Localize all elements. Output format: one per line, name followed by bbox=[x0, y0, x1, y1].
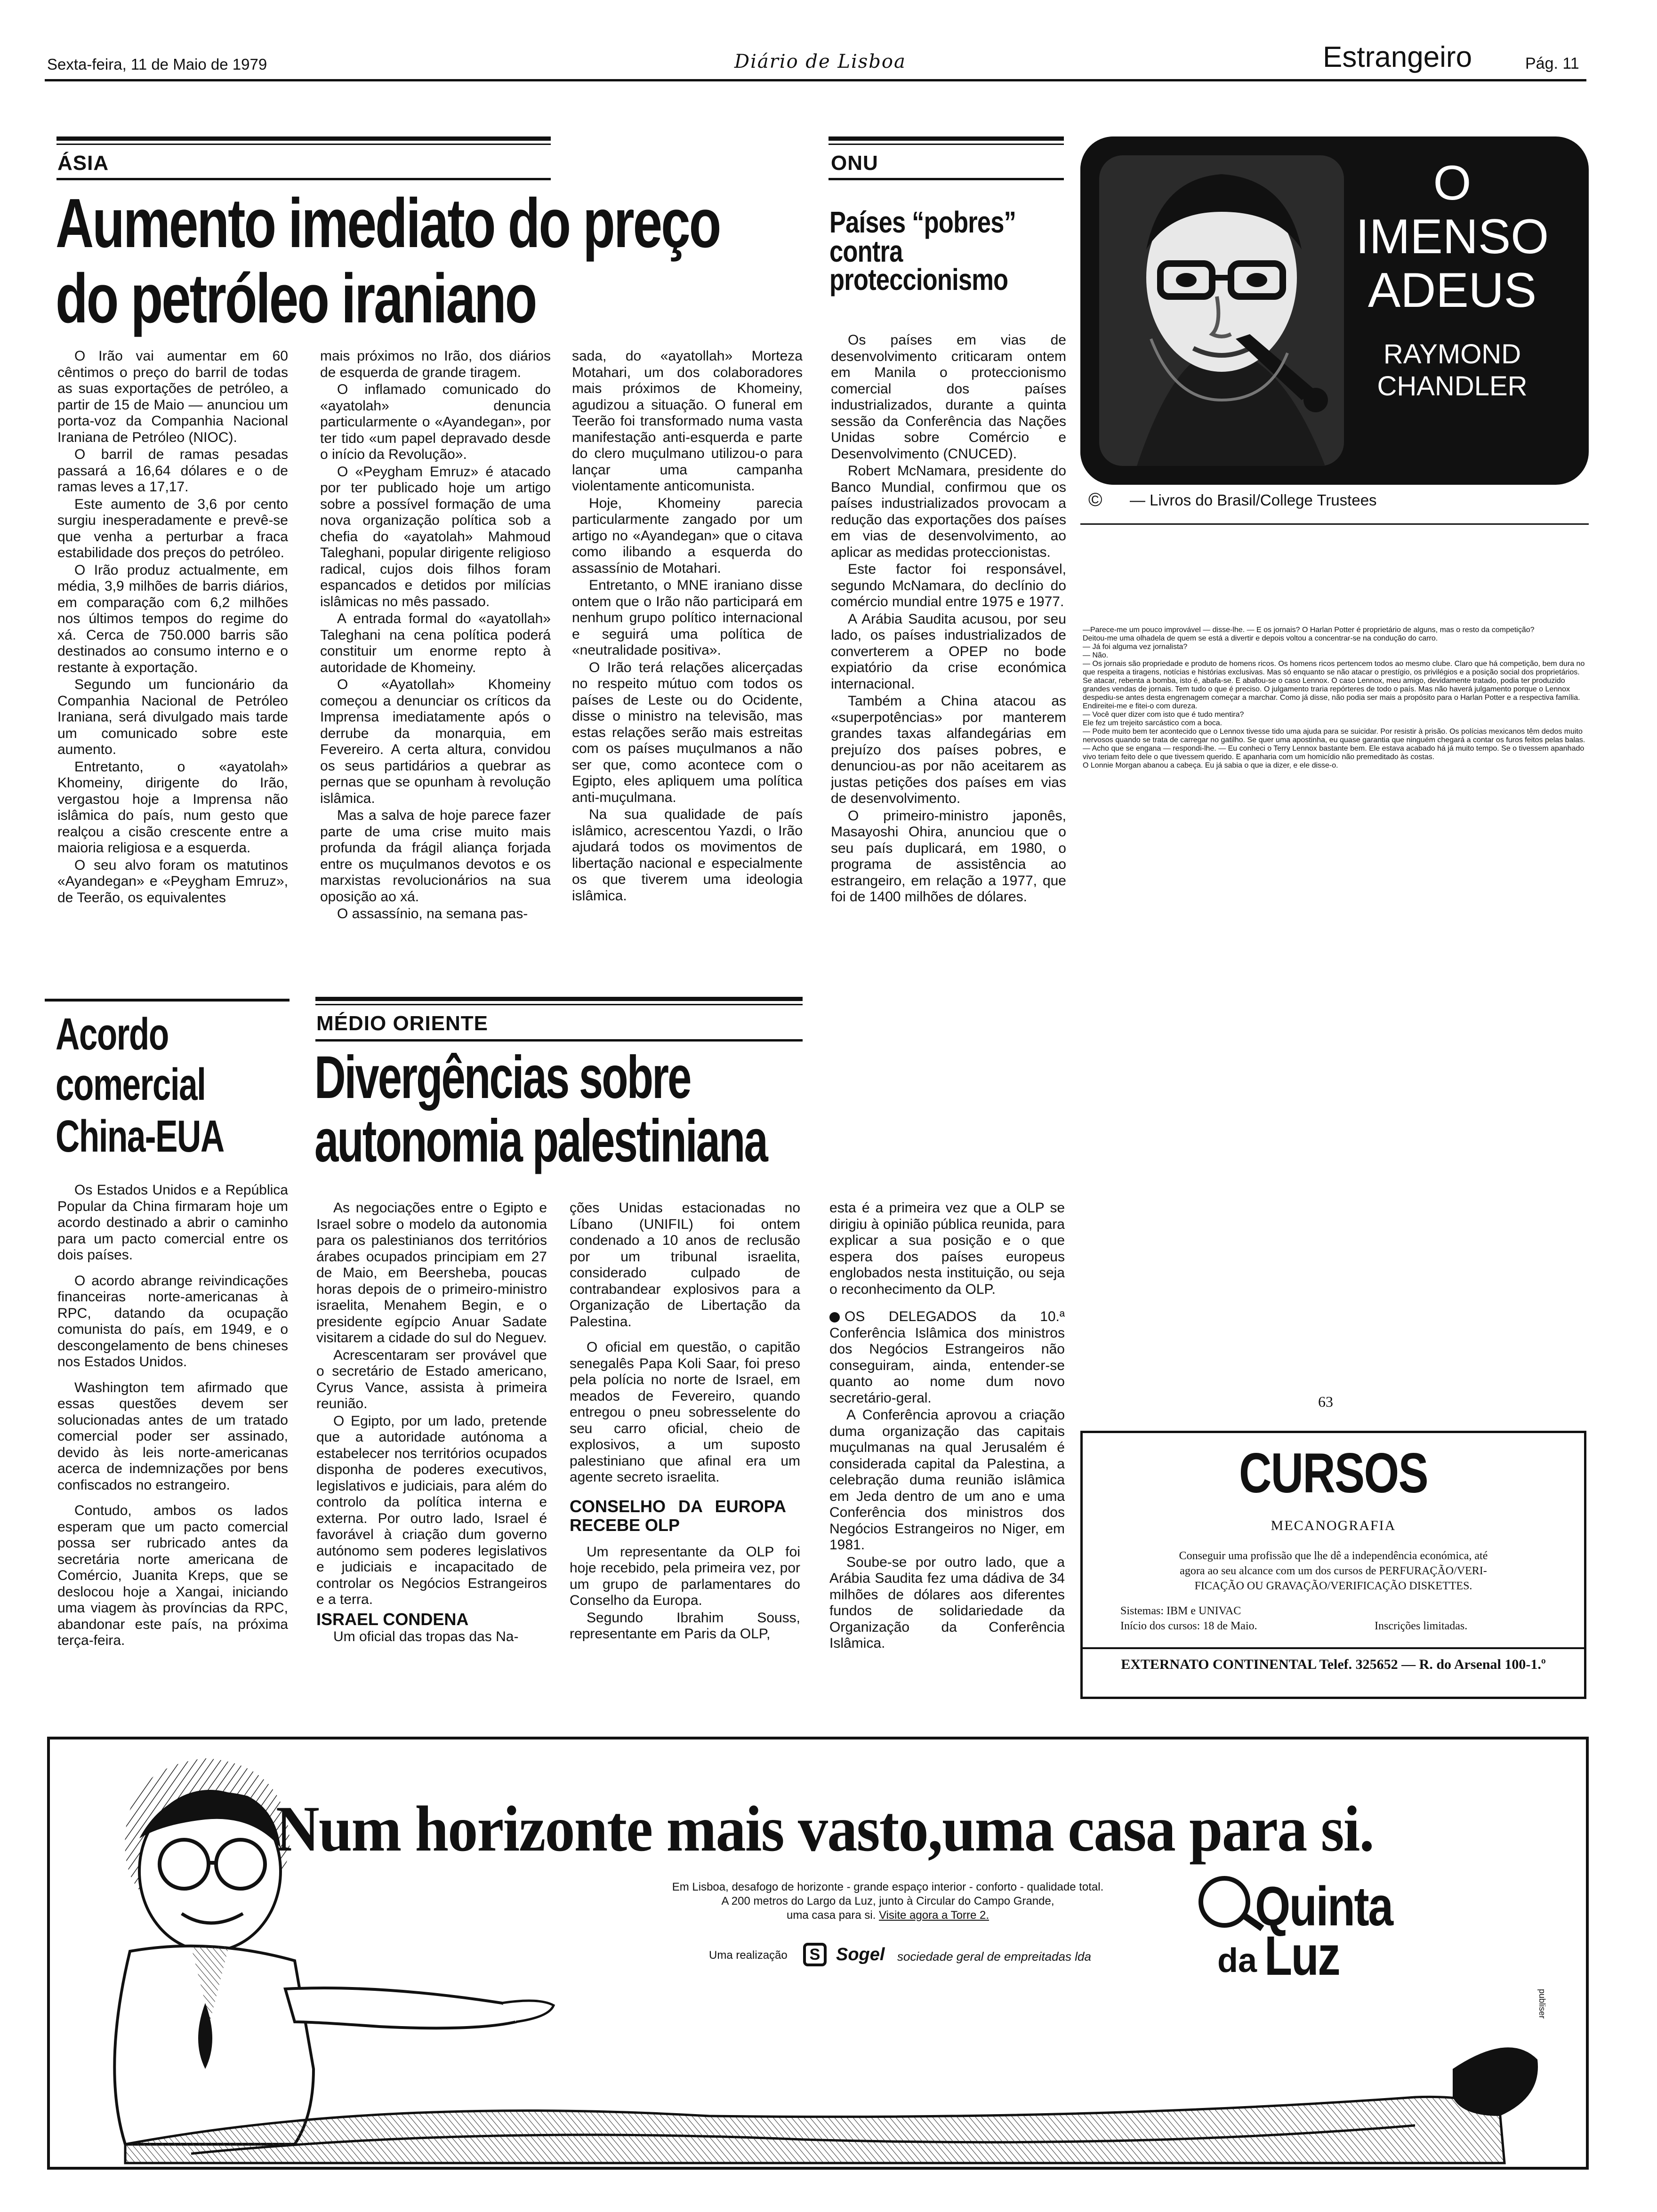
paragraph: Deitou-me uma olhadela de quem se está a divertir e depois voltou a concentrar-se na condução do carro. bbox=[1083, 634, 1438, 642]
serial-author-2: CHANDLER bbox=[1377, 371, 1528, 401]
china-headline-3: China-EUA bbox=[56, 1111, 224, 1162]
paragraph: — Não. bbox=[1083, 651, 1109, 659]
paragraph: Endireitei-me e fitei-o com dureza. bbox=[1083, 702, 1198, 710]
paragraph: Na sua qualidade de país islâmico, acrescentou Yazdi, o Irão ajudará todos os movimentos de libertação nacional e especialmente os que tiverem uma ideologia islâmica. bbox=[572, 807, 803, 904]
medio-column-1 bbox=[316, 1200, 547, 1699]
paragraph: — Você quer dizer com isto que é tudo mentira? bbox=[1083, 711, 1244, 719]
china-top-rule bbox=[45, 999, 290, 1002]
asia-headline-1: Aumento imediato do preço bbox=[56, 184, 720, 262]
serial-page-number: 63 bbox=[1318, 1393, 1333, 1410]
paragraph: Os Estados Unidos e a República Popular da China firmaram hoje um acordo destinado a abrir o caminho para um pacto comercial entre os dois países. bbox=[57, 1182, 288, 1263]
serial-title-2: IMENSO bbox=[1355, 209, 1549, 264]
medio-headline-2: autonomia palestiniana bbox=[314, 1107, 767, 1175]
asia-headline-2: do petróleo iraniano bbox=[56, 260, 536, 337]
header-date: Sexta-feira, 11 de Maio de 1979 bbox=[47, 56, 267, 73]
medio-kicker-rule bbox=[315, 1039, 803, 1042]
asia-kicker-rule bbox=[56, 178, 551, 180]
paragraph: — Já foi alguma vez jornalista? bbox=[1083, 643, 1188, 651]
sogel-name: Sogel bbox=[836, 1945, 885, 1964]
paragraph: mais próximos no Irão, dos diários de esquerda de grande tiragem. bbox=[320, 348, 551, 380]
cursos-divider bbox=[1083, 1647, 1584, 1649]
asia-column-3 bbox=[572, 348, 803, 993]
medio-top-rule-thin bbox=[315, 1004, 803, 1005]
paragraph: A Conferência aprovou a criação duma organização das capitais muçulmanas na qual Jerusalém é considerada capital da Palestina, a celebração duma reunião islâmica em Jeda dentro de um ano e uma Conferência dos ministros dos Negócios Estrangeiros no Niger, em 1981. bbox=[829, 1407, 1065, 1553]
onu-headline-3: proteccionismo bbox=[829, 263, 1008, 297]
paragraph: Robert McNamara, presidente do Banco Mundial, confirmou que os países industrializados provocam a redução das exportações dos países em vias de desenvolvimento, ao aplicar as medidas proteccionistas. bbox=[831, 463, 1066, 560]
paragraph: Um oficial das tropas das Na- bbox=[333, 1628, 519, 1644]
cursos-ad bbox=[1080, 1431, 1586, 1699]
paragraph: O Irão vai aumentar em 60 cêntimos o preço do barril de todas as suas exportações de petróleo, a partir de 15 de Maio — anunciou um porta-voz da Companhia Nacional Iraniana de Petróleo (NIOC). bbox=[57, 348, 288, 445]
brand-da: da bbox=[1217, 1942, 1257, 1980]
property-ad bbox=[47, 1737, 1589, 2170]
copyright-symbol: © bbox=[1088, 489, 1102, 510]
paragraph: — Os jornais são propriedade e produto de homens ricos. Os homens ricos pertencem todos ao mesmo clube. Claro que há competição, bem dura no que respeita a tiragens, notícias e histórias exclusivas. Mas só enquanto se não atacar o prestígio, os privilégios e a posição social dos proprietários. Se atacar, rebenta a bomba, isto é, abafa-se. E abafou-se o caso Lennox. O caso Lennox, meu amigo, devidamente tratado, podia ter produzido grandes vendas de jornais. Tem tudo o que é preciso. O julgamento traria repórteres de todo o país. Mas não haverá julgamento porque o Lennox despediu-se antes desta engrenagem começar a marchar. Como já disse, não podia ser mais a propósito para o Harlan Potter e a respectiva família. bbox=[1083, 660, 1585, 702]
ad-line-2: A 200 metros do Largo da Luz, junto à Circular do Campo Grande, bbox=[721, 1895, 1054, 1907]
paragraph: Washington tem afirmado que essas questões devem ser solucionadas antes de um tratado comercial poder ser assinado, devido às leis norte-americanas acerca de indemnizações por bens confiscados no estrangeiro. bbox=[57, 1379, 288, 1493]
paragraph: Entretanto, o MNE iraniano disse ontem que o Irão não participará em nenhum grupo político internacional e seguirá uma política de «neutralidade positiva». bbox=[572, 577, 803, 658]
medio-column-2 bbox=[570, 1200, 800, 1699]
medio-column-3 bbox=[829, 1200, 1065, 1699]
asia-top-rule-thin bbox=[56, 144, 551, 145]
ad-line-1: Em Lisboa, desafogo de horizonte - grande espaço interior - conforto - qualidade total. bbox=[672, 1881, 1104, 1893]
cursos-body-3: FICAÇÃO OU GRAVAÇÃO/VERIFICAÇÃO DISKETTES. bbox=[1194, 1580, 1472, 1592]
bullet-icon bbox=[829, 1312, 840, 1322]
cursos-systems: Sistemas: IBM e UNIVAC bbox=[1120, 1605, 1241, 1617]
paragraph: Segundo Ibrahim Souss, representante em Paris da OLP, bbox=[570, 1610, 800, 1642]
paragraph: Contudo, ambos os lados esperam que um pacto comercial possa ser rubricado antes da secretária norte americana de Comércio, Juanita Kreps, que se deslocou hoje a Xangai, iniciando uma viagem às províncias da RPC, abandonar este país, na próxima terça-feira. bbox=[57, 1503, 288, 1648]
asia-top-rule bbox=[56, 136, 551, 141]
cursos-subtitle: MECANOGRAFIA bbox=[1271, 1518, 1396, 1533]
asia-column-1 bbox=[57, 348, 288, 993]
asia-column-2 bbox=[320, 348, 551, 993]
paragraph: O «Peygham Emruz» é atacado por ter publicado hoje um artigo sobre a possível formação de uma nova organização política sob a chefia do «ayatolah» Mahmoud Taleghani, popular dirigente religioso radical, cujos dois filhos foram espancados e detidos por milícias islâmicas no mês passado. bbox=[320, 464, 551, 609]
onu-kicker: ONU bbox=[831, 152, 878, 175]
onu-top-rule bbox=[828, 136, 1064, 141]
page-number: Pág. 11 bbox=[1525, 55, 1579, 72]
serial-rule bbox=[1080, 523, 1589, 525]
paragraph: Soube-se por outro lado, que a Arábia Saudita fez uma dádiva de 34 milhões de dólares aos diferentes fundos de solidariedade da Organização da Conferência Islâmica. bbox=[829, 1554, 1065, 1651]
paragraph: Acrescentaram ser provável que o secretário de Estado americano, Cyrus Vance, assista à primeira reunião. bbox=[316, 1347, 547, 1411]
paragraph: Ele fez um trejeito sarcástico com a boca. bbox=[1083, 719, 1223, 727]
serial-author-1: RAYMOND bbox=[1383, 339, 1521, 369]
paragraph: ções Unidas estacionadas no Líbano (UNIFIL) foi ontem condenado a 10 anos de reclusão por um tribunal israelita, considerado culpado de contrabandear explosivos para a Organização de Libertação da Palestina. bbox=[570, 1200, 800, 1330]
paragraph: —Parece-me um pouco improvável — disse-lhe. — E os jornais? O Harlan Potter é proprietário de alguns, mas o resto da competição? bbox=[1083, 626, 1535, 634]
serial-banner bbox=[1080, 136, 1589, 485]
onu-headline-2: contra bbox=[829, 234, 903, 268]
ad-line-3-text: uma casa para si. bbox=[786, 1909, 876, 1922]
cursos-title: CURSOS bbox=[1239, 1442, 1428, 1505]
paragraph: O acordo abrange reivindicações financeiras norte-americanas à RPC, datando da ocupação comunista do país, em 1949, e o descongelamento de bens chineses nos Estados Unidos. bbox=[57, 1273, 288, 1370]
quinta-logo-icon bbox=[1199, 1876, 1250, 1928]
paragraph: Um representante da OLP foi hoje recebido, pela primeira vez, por um grupo de parlamentares do Conselho da Europa. bbox=[570, 1544, 800, 1608]
ad-realizacao: Uma realização bbox=[709, 1949, 788, 1962]
paragraph: Os países em vias de desenvolvimento criticaram ontem em Manila o proteccionismo comercial dos países industrializados, durante a quinta sessão da Conferência das Nações Unidas sobre Comércio e Desenvolvimento (CNUCED). bbox=[831, 332, 1066, 462]
cursos-footer: EXTERNATO CONTINENTAL Telef. 325652 — R. do Arsenal 100-1.º bbox=[1121, 1657, 1546, 1672]
brand-luz: Luz bbox=[1264, 1925, 1340, 1987]
paragraph: Este factor foi responsável, segundo McNamara, do declínio do comércio mundial entre 1975 e 1977. bbox=[831, 561, 1066, 609]
sogel-full-name: sociedade geral de empreitadas lda bbox=[897, 1949, 1091, 1964]
paragraph: O barril de ramas pesadas passará a 16,64 dólares e o de ramas leves a 17,17. bbox=[57, 447, 288, 495]
paragraph: O Egipto, por um lado, pretende que a autoridade autónoma a estabelecer nos territórios ocupados disponha de poderes executivos, legislativos e judiciais, para além do controlo da política interna e externa. Por outro lado, Israel é favorável à criação dum governo autónomo sem poderes legislativos e judiciais e incapacitado de controlar os Negócios Estrangeiros e a terra. bbox=[316, 1413, 547, 1607]
brand-quinta: Quinta bbox=[1255, 1875, 1392, 1938]
paragraph: O inflamado comunicado do «ayatolah» denuncia particularmente o «Ayandegan», por ter tido «um papel depravado desde o início da Revolução». bbox=[320, 382, 551, 462]
paragraph: O Irão produz actualmente, em média, 3,9 milhões de barris diários, em comparação com 6,2 milhões nos últimos tempos do regime do xá. Cerca de 750.000 barris são destinados ao consumo interno e o restante à exportação. bbox=[57, 562, 288, 675]
paragraph: O seu alvo foram os matutinos «Ayandegan» e «Peygham Emruz», de Teerão, os equivalentes bbox=[57, 857, 288, 906]
cursos-body-2: agora ao seu alcance com um dos cursos de PERFURAÇÃO/VERI- bbox=[1180, 1565, 1487, 1577]
cursos-enroll: Inscrições limitadas. bbox=[1375, 1620, 1468, 1632]
paragraph: esta é a primeira vez que a OLP se dirigiu à opinião pública reunida, para explicar a sua posição e o que espera dos países europeus englobados nesta instituição, ou seja o reconhecimento da OLP. bbox=[829, 1200, 1065, 1297]
section-name: Estrangeiro bbox=[1323, 41, 1472, 73]
bullet-text: OS DELEGADOS da 10.ª Conferência Islâmica dos ministros dos Negócios Estrangeiros não conseguiram, ainda, entender-se quanto ao nome dum novo secretário-geral. bbox=[829, 1309, 1065, 1406]
agency-credit: publiser bbox=[1537, 1989, 1547, 2019]
paragraph: Hoje, Khomeiny parecia particularmente zangado por um artigo no «Ayandegan» que o citava como ilibando a esquerda do assassínio de Motahari. bbox=[572, 495, 803, 576]
sogel-logo-icon: S bbox=[803, 1943, 827, 1966]
ad-headline: Num horizonte mais vasto,uma casa para si. bbox=[276, 1793, 1374, 1865]
ad-line-3 bbox=[605, 1909, 1170, 1922]
bullet-paragraph bbox=[829, 1309, 1065, 1406]
onu-kicker-rule bbox=[828, 178, 1064, 180]
paragraph: — Acho que se engana — respondi-lhe. — Eu conheci o Terry Lennox bastante bem. Ele estava acabado há já muito tempo. Se o tivessem apanhado vivo teriam feito dele o que tivessem querido. E apanharia com um homicídio não premeditado às costas. bbox=[1083, 745, 1585, 761]
china-column bbox=[57, 1182, 288, 1709]
serial-copyright: — Livros do Brasil/College Trustees bbox=[1130, 491, 1377, 509]
paragraph: A entrada formal do «ayatollah» Taleghani na cena política poderá constituir um enorme repto à autoridade de Khomeiny. bbox=[320, 611, 551, 675]
paragraph: — Pode muito bem ter acontecido que o Lennox tivesse tido uma ajuda para se suicidar. Por resistir à prisão. Os polícias mexicanos têm dedos muito nervosos quando se trata de carregar no gatilho. Se quer uma apostinha, eu quase garantia que ninguém chegará a contar os furos feitos pelas balas. bbox=[1083, 728, 1585, 744]
medio-headline-1: Divergências sobre bbox=[314, 1044, 691, 1111]
serial-title-3: ADEUS bbox=[1367, 263, 1537, 318]
header-rule bbox=[45, 79, 1586, 81]
china-headline-2: comercial bbox=[56, 1059, 206, 1110]
cursos-start: Início dos cursos: 18 de Maio. bbox=[1120, 1620, 1257, 1632]
onu-top-rule-thin bbox=[828, 144, 1064, 145]
paragraph: O assassínio, na semana pas- bbox=[337, 906, 528, 922]
paragraph: Também a China atacou as «superpotências» por manterem grandes taxas alfandegárias em prejuízo dos países pobres, e denunciou-as por não aceitarem as justas petições dos países em vias de desenvolvimento. bbox=[831, 693, 1066, 806]
paragraph: O primeiro-ministro japonês, Masayoshi Ohira, anunciou que o seu país duplicará, em 1980, o programa de assistência ao estrangeiro, em relação a 1977, que foi de 1400 milhões de dólares. bbox=[831, 808, 1066, 905]
paragraph: Entretanto, o «ayatolah» Khomeiny, dirigente do Irão, vergastou hoje a Imprensa não islâmica do país, num gesto que realçou a cisão crescente entre a maioria religiosa e a esquerda. bbox=[57, 759, 288, 856]
medio-kicker: MÉDIO ORIENTE bbox=[316, 1012, 489, 1035]
paragraph: Este aumento de 3,6 por cento surgiu inesperadamente e prevê-se que venha a perturbar a fraca estabilidade dos preços do petróleo. bbox=[57, 496, 288, 561]
subhead-conselho-europa: CONSELHO DA EUROPA RECEBE OLP bbox=[570, 1496, 786, 1535]
paragraph: O Irão terá relações alicerçadas no respeito mútuo com todos os países de Leste ou do Ocidente, disse o ministro na televisão, mas estas relações serão mais estreitas com os países muçulmanos a não ser que, como acontece com o Egipto, eles apliquem uma política anti-muçulmana. bbox=[572, 659, 803, 805]
china-headline-1: Acordo bbox=[56, 1009, 169, 1059]
paragraph: sada, do «ayatollah» Morteza Motahari, um dos colaboradores mais próximos de Khomeiny, agudizou a situação. O funeral em Teerão foi transformado numa vasta manifestação anti-esquerda e parte do clero muçulmano utilizou-o para lançar uma campanha violentamente anticomunista. bbox=[572, 348, 803, 494]
subhead-israel-condena: ISRAEL CONDENA bbox=[316, 1609, 469, 1629]
serial-title-1: O bbox=[1433, 156, 1472, 210]
ad-visit-link: Visite agora a Torre 2. bbox=[879, 1909, 989, 1922]
paragraph: A Arábia Saudita acusou, por seu lado, os países industrializados de converterem a OPEP no bode expiatório da crise económica internacional. bbox=[831, 611, 1066, 692]
paragraph: As negociações entre o Egipto e Israel sobre o modelo da autonomia para os palestinianos dos territórios árabes ocupados principiam em 27 de Maio, em Beersheba, poucas horas depois de o primeiro-ministro israelita, Menahem Begin, e o presidente egípcio Anuar Sadate visitarem a cidade do sul do Neguev. bbox=[316, 1200, 547, 1346]
onu-column bbox=[831, 332, 1066, 991]
asia-kicker: ÁSIA bbox=[57, 152, 109, 175]
paragraph: O «Ayatollah» Khomeiny começou a denunciar os críticos da Imprensa imediatamente após o derrube da monarquia, em Fevereiro. A certa altura, convidou os seus partidários a quebrar as pernas que se opunham à revolução islâmica. bbox=[320, 677, 551, 806]
onu-headline-1: Países “pobres” bbox=[829, 205, 1016, 239]
paragraph: O oficial em questão, o capitão senegalês Papa Koli Saar, foi preso pela polícia no norte de Israel, em meados de Fevereiro, quando entregou o pneu sobresselente do seu carro oficial, cheio de explosivos, a um suposto palestiniano que afinal era um agente secreto israelita. bbox=[570, 1339, 800, 1485]
paragraph: Mas a salva de hoje parece fazer parte de uma crise muito mais profunda da frágil aliança forjada entre os muçulmanos devotos e os marxistas revolucionários na sua oposição ao xá. bbox=[320, 808, 551, 905]
medio-top-rule bbox=[315, 997, 803, 1001]
paragraph: O Lonnie Morgan abanou a cabeça. Eu já sabia o que ia dizer, e ele disse-o. bbox=[1083, 761, 1338, 769]
paragraph: Segundo um funcionário da Companhia Nacional de Petróleo Iraniana, será divulgado mais tarde um comunicado sobre este aumento. bbox=[57, 677, 288, 757]
masthead: Diário de Lisboa bbox=[734, 51, 906, 72]
serial-text bbox=[1083, 626, 1586, 1374]
cursos-body-1: Conseguir uma profissão que lhe dê a independência económica, até bbox=[1179, 1550, 1488, 1562]
